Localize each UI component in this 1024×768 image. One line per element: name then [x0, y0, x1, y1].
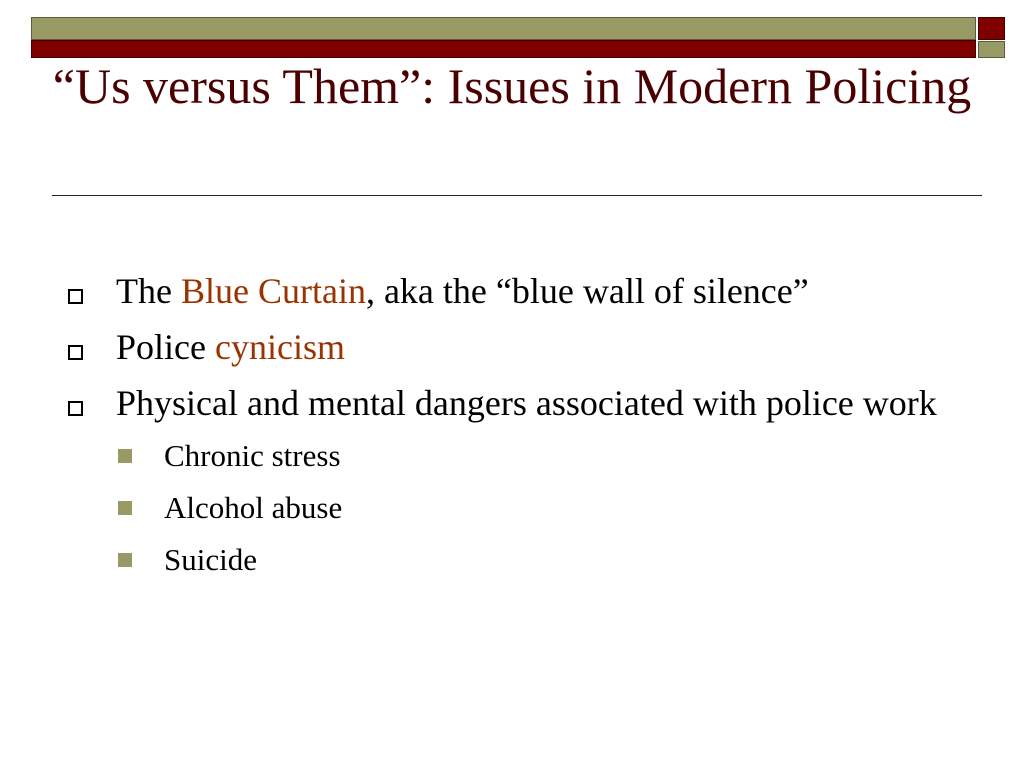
bullet-item-blue-curtain [0, 268, 1024, 314]
hollow-square-bullet-icon [68, 289, 83, 304]
hollow-square-bullet-icon [68, 401, 83, 416]
bullet-item-police-cynicism [0, 324, 1024, 370]
bullet-text-prefix: The [116, 271, 181, 311]
bullet-list [0, 268, 1024, 592]
sub-bullet-item [0, 540, 1024, 580]
filled-square-bullet-icon [118, 501, 132, 515]
sub-bullet-item [0, 488, 1024, 528]
bullet-text-suffix: , aka the “blue wall of silence” [365, 271, 809, 311]
header-square-maroon [978, 17, 1005, 40]
sub-bullet-text: Alcohol abuse [164, 490, 343, 525]
sub-bullet-list [0, 436, 1024, 580]
title-divider [52, 195, 982, 196]
sub-bullet-text: Suicide [164, 542, 257, 577]
slide-title: “Us versus Them”: Issues in Modern Policing [52, 58, 972, 114]
filled-square-bullet-icon [118, 553, 132, 567]
sub-bullet-text: Chronic stress [164, 438, 341, 473]
filled-square-bullet-icon [118, 449, 132, 463]
hollow-square-bullet-icon [68, 345, 83, 360]
bullet-accent-term: cynicism [214, 327, 345, 367]
bullet-text: Physical and mental dangers associated with police work [116, 383, 937, 423]
sub-bullet-item [0, 436, 1024, 476]
bullet-text-prefix: Police [116, 327, 215, 367]
header-bar-olive [31, 17, 976, 40]
bullet-accent-term: Blue Curtain [180, 271, 366, 311]
bullet-item-dangers [0, 380, 1024, 426]
